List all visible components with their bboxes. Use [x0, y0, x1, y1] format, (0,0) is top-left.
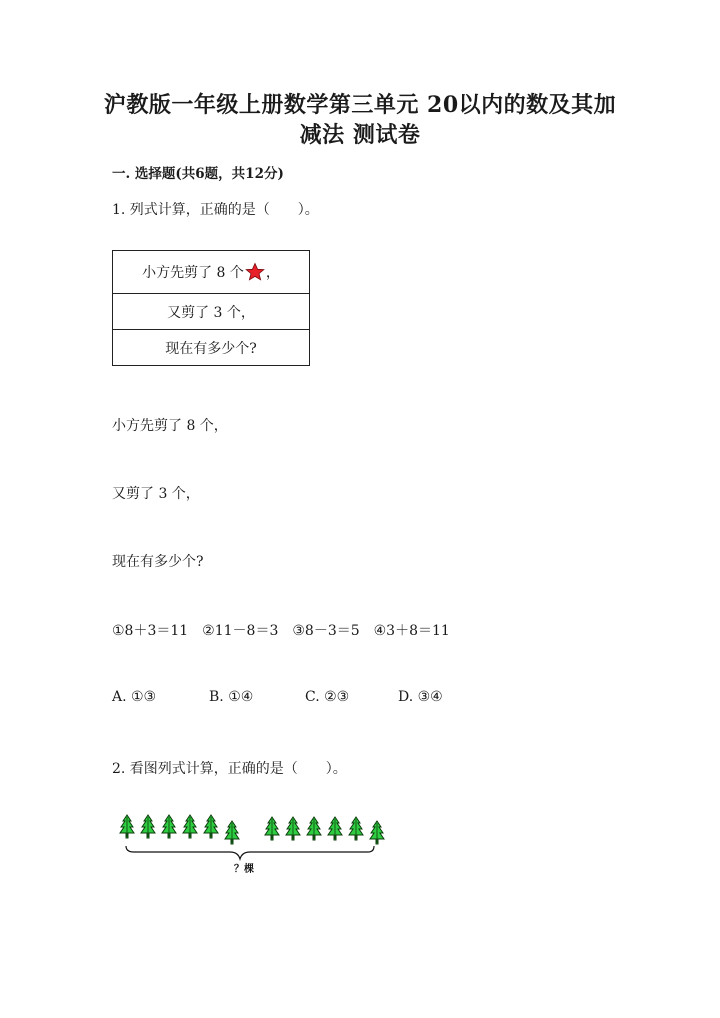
- option-a[interactable]: A. ①③: [112, 689, 157, 705]
- table-row2-text: 又剪了 3 个，: [167, 304, 255, 321]
- table-row: [113, 251, 309, 293]
- table-row3-text: 现在有多少个?: [165, 340, 257, 357]
- question-1-line1: 小方先剪了 8 个，: [112, 418, 228, 434]
- pine-tree-icon: [286, 817, 300, 840]
- question-1-line3: 现在有多少个?: [112, 554, 204, 570]
- question-1-line2: 又剪了 3 个，: [112, 486, 200, 502]
- pine-tree-icon: [141, 815, 155, 838]
- option-d[interactable]: D. ③④: [398, 689, 443, 705]
- pine-tree-icon: [225, 821, 239, 844]
- option-c[interactable]: C. ②③: [305, 689, 350, 705]
- pine-tree-icon: [162, 815, 176, 838]
- question-2-stem: 2. 看图列式计算，正确的是（ ）。: [112, 761, 347, 777]
- pine-tree-icon: [183, 815, 197, 838]
- option-b[interactable]: B. ①④: [209, 689, 254, 705]
- pine-tree-icon: [120, 815, 134, 838]
- section-heading: 一. 选择题(共6题，共12分): [112, 166, 284, 182]
- question-2-tree-figure: [112, 810, 392, 880]
- table-row1-text: 小方先剪了 8 个: [142, 265, 244, 281]
- red-star-icon: [245, 262, 265, 282]
- table-row1-comma: ，: [265, 265, 280, 281]
- pine-tree-icon: [349, 817, 363, 840]
- question-1-table: [112, 250, 310, 366]
- question-1-stem: 1. 列式计算，正确的是（ ）。: [112, 202, 319, 218]
- brace-label: ？棵: [234, 864, 254, 875]
- table-row: [113, 329, 309, 365]
- question-1-expressions: ①8＋3＝11 ②11－8＝3 ③8－3＝5 ④3＋8＝11: [112, 623, 450, 639]
- pine-tree-icon: [328, 817, 342, 840]
- pine-tree-icon: [204, 815, 218, 838]
- pine-tree-icon: [307, 817, 321, 840]
- worksheet-title-line2: 减法 测试卷: [299, 122, 421, 148]
- table-row: [113, 293, 309, 329]
- brace: [126, 846, 374, 859]
- worksheet-title-line1: 沪教版一年级上册数学第三单元 20以内的数及其加: [103, 92, 617, 118]
- pine-tree-icon: [265, 817, 279, 840]
- pine-tree-icon: [370, 821, 384, 844]
